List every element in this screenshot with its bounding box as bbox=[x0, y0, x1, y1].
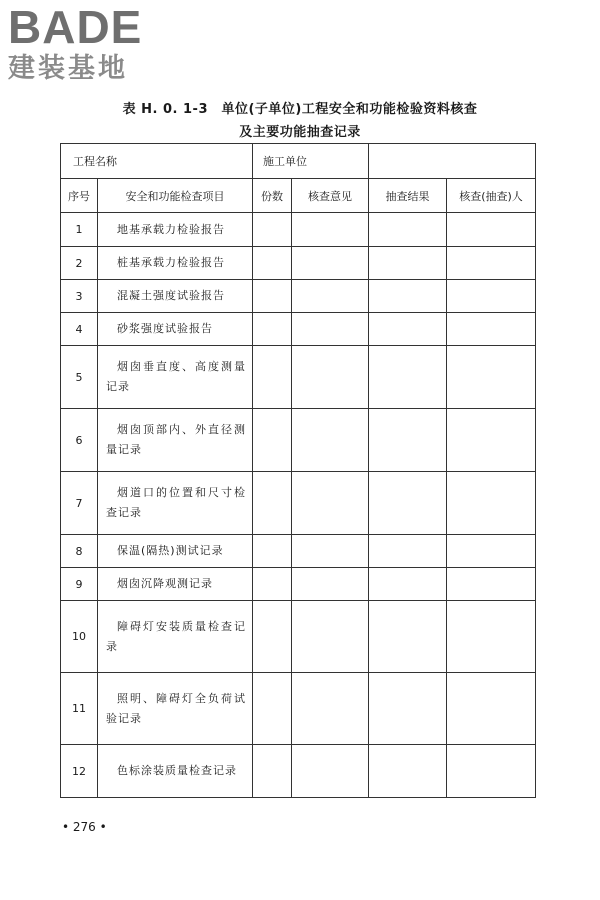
construction-unit-value bbox=[369, 144, 536, 179]
row-copies bbox=[253, 601, 292, 673]
row-checker bbox=[447, 535, 536, 568]
row-item: 混凝土强度试验报告 bbox=[98, 280, 253, 313]
table-row bbox=[61, 409, 536, 472]
row-item: 保温(隔热)测试记录 bbox=[98, 535, 253, 568]
row-no: 10 bbox=[61, 601, 98, 673]
table-row bbox=[61, 313, 536, 346]
row-item: 烟囱垂直度、高度测量记录 bbox=[98, 346, 253, 409]
row-checker bbox=[447, 313, 536, 346]
table-title: 表 H. 0. 1-3 单位(子单位)工程安全和功能检验资料核查 bbox=[122, 102, 478, 117]
row-item: 烟囱沉降观测记录 bbox=[98, 568, 253, 601]
page-number: • 276 • bbox=[62, 820, 107, 834]
row-copies bbox=[253, 673, 292, 745]
inspection-record-table bbox=[60, 143, 536, 798]
row-no: 12 bbox=[61, 745, 98, 798]
table-row bbox=[61, 472, 536, 535]
logo bbox=[8, 1, 178, 84]
row-checker bbox=[447, 247, 536, 280]
table-row bbox=[61, 535, 536, 568]
row-opinion bbox=[292, 745, 369, 798]
row-no: 5 bbox=[61, 346, 98, 409]
row-no: 8 bbox=[61, 535, 98, 568]
table-row bbox=[61, 673, 536, 745]
row-result bbox=[369, 568, 447, 601]
row-copies bbox=[253, 472, 292, 535]
logo-mark: BADE bbox=[8, 1, 143, 53]
table-row bbox=[61, 247, 536, 280]
row-opinion bbox=[292, 568, 369, 601]
row-item: 桩基承载力检验报告 bbox=[98, 247, 253, 280]
row-result bbox=[369, 346, 447, 409]
row-no: 6 bbox=[61, 409, 98, 472]
row-item: 障碍灯安装质量检查记录 bbox=[98, 601, 253, 673]
row-no: 11 bbox=[61, 673, 98, 745]
row-item: 砂浆强度试验报告 bbox=[98, 313, 253, 346]
row-copies bbox=[253, 568, 292, 601]
row-no: 4 bbox=[61, 313, 98, 346]
row-item: 色标涂装质量检查记录 bbox=[98, 745, 253, 798]
row-item: 照明、障碍灯全负荷试验记录 bbox=[98, 673, 253, 745]
header-result: 抽查结果 bbox=[369, 179, 447, 213]
row-opinion bbox=[292, 535, 369, 568]
row-opinion bbox=[292, 313, 369, 346]
info-row bbox=[61, 144, 536, 179]
project-name-label: 工程名称 bbox=[73, 155, 117, 168]
table-row bbox=[61, 745, 536, 798]
row-checker bbox=[447, 409, 536, 472]
project-name-cell bbox=[61, 144, 253, 179]
row-no: 3 bbox=[61, 280, 98, 313]
row-copies bbox=[253, 346, 292, 409]
header-no: 序号 bbox=[61, 179, 98, 213]
row-copies bbox=[253, 213, 292, 247]
header-row bbox=[61, 179, 536, 213]
row-checker bbox=[447, 745, 536, 798]
row-opinion bbox=[292, 601, 369, 673]
table-row bbox=[61, 280, 536, 313]
row-copies bbox=[253, 535, 292, 568]
row-opinion bbox=[292, 247, 369, 280]
row-result bbox=[369, 472, 447, 535]
row-copies bbox=[253, 247, 292, 280]
logo-subtitle: 建装基地 bbox=[8, 53, 128, 84]
row-result bbox=[369, 409, 447, 472]
row-no: 1 bbox=[61, 213, 98, 247]
row-copies bbox=[253, 313, 292, 346]
row-no: 7 bbox=[61, 472, 98, 535]
row-result bbox=[369, 673, 447, 745]
table-subtitle: 及主要功能抽查记录 bbox=[239, 125, 361, 140]
row-checker bbox=[447, 346, 536, 409]
header-copies: 份数 bbox=[253, 179, 292, 213]
row-result bbox=[369, 745, 447, 798]
table-row bbox=[61, 346, 536, 409]
table-row bbox=[61, 213, 536, 247]
row-opinion bbox=[292, 472, 369, 535]
construction-unit-label: 施工单位 bbox=[263, 155, 307, 168]
row-opinion bbox=[292, 280, 369, 313]
row-item: 烟道口的位置和尺寸检查记录 bbox=[98, 472, 253, 535]
row-checker bbox=[447, 568, 536, 601]
row-copies bbox=[253, 280, 292, 313]
row-result bbox=[369, 535, 447, 568]
construction-unit-cell bbox=[253, 144, 369, 179]
row-item: 烟囱顶部内、外直径测量记录 bbox=[98, 409, 253, 472]
row-opinion bbox=[292, 346, 369, 409]
table-row bbox=[61, 568, 536, 601]
row-checker bbox=[447, 213, 536, 247]
row-opinion bbox=[292, 213, 369, 247]
table-row bbox=[61, 601, 536, 673]
row-checker bbox=[447, 601, 536, 673]
header-opinion: 核查意见 bbox=[292, 179, 369, 213]
row-opinion bbox=[292, 409, 369, 472]
row-copies bbox=[253, 409, 292, 472]
row-checker bbox=[447, 472, 536, 535]
header-item: 安全和功能检查项目 bbox=[98, 179, 253, 213]
header-checker: 核查(抽查)人 bbox=[447, 179, 536, 213]
row-result bbox=[369, 313, 447, 346]
row-result bbox=[369, 280, 447, 313]
row-no: 9 bbox=[61, 568, 98, 601]
row-checker bbox=[447, 673, 536, 745]
row-result bbox=[369, 601, 447, 673]
row-checker bbox=[447, 280, 536, 313]
row-no: 2 bbox=[61, 247, 98, 280]
row-copies bbox=[253, 745, 292, 798]
row-result bbox=[369, 247, 447, 280]
row-item: 地基承载力检验报告 bbox=[98, 213, 253, 247]
row-result bbox=[369, 213, 447, 247]
row-opinion bbox=[292, 673, 369, 745]
